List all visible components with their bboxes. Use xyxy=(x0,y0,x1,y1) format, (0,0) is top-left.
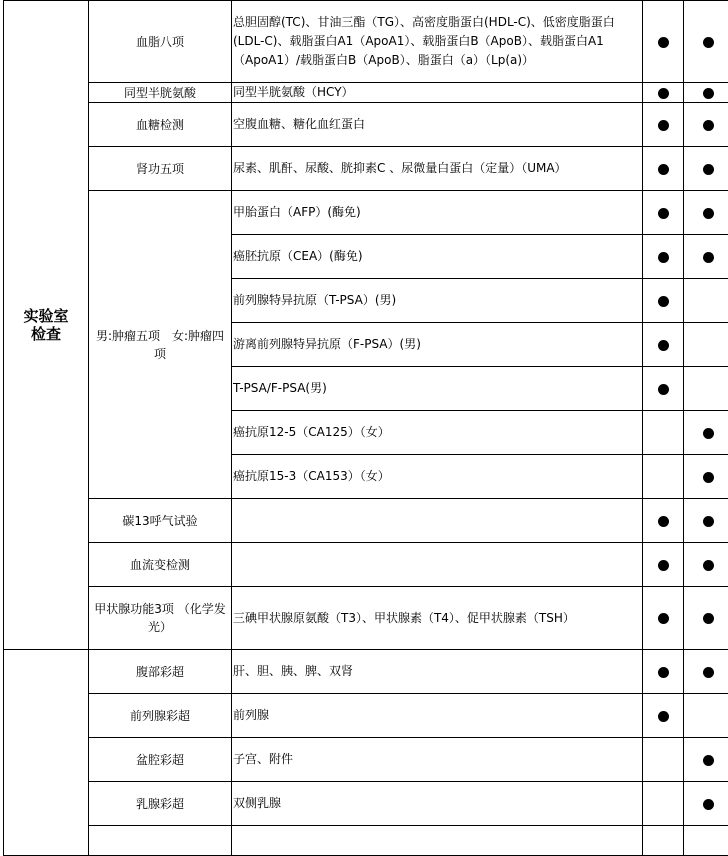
item-description xyxy=(232,826,643,856)
female-cell xyxy=(684,279,728,323)
table-row xyxy=(4,147,728,191)
table-row xyxy=(4,694,728,738)
male-cell xyxy=(643,367,684,411)
item-name: 腹部彩超 xyxy=(89,650,232,694)
female-cell xyxy=(684,235,728,279)
female-cell xyxy=(684,411,728,455)
item-description: 前列腺特异抗原（T-PSA）(男) xyxy=(232,279,643,323)
table-row xyxy=(4,543,728,587)
female-cell xyxy=(684,367,728,411)
item-description: 同型半胱氨酸（HCY） xyxy=(232,83,643,103)
female-cell xyxy=(684,738,728,782)
included-dot-icon xyxy=(658,37,669,48)
included-dot-icon xyxy=(703,799,714,810)
item-name: 血脂八项 xyxy=(89,1,232,83)
item-description: 尿素、肌酐、尿酸、胱抑素C 、尿微量白蛋白（定量）（UMA） xyxy=(232,147,643,191)
item-name: 乳腺彩超 xyxy=(89,782,232,826)
item-description xyxy=(232,499,643,543)
item-name: 盆腔彩超 xyxy=(89,738,232,782)
included-dot-icon xyxy=(703,613,714,624)
included-dot-icon xyxy=(703,667,714,678)
table-row xyxy=(4,499,728,543)
included-dot-icon xyxy=(658,88,669,99)
female-cell xyxy=(684,455,728,499)
male-cell xyxy=(643,323,684,367)
item-description: 总胆固醇(TC)、甘油三酯（TG）、高密度脂蛋白(HDL-C)、低密度脂蛋白(LDL-C)、载脂蛋白A1（ApoA1）、载脂蛋白B（ApoB）、载脂蛋白A1（ApoA1）/载脂蛋白B（ApoB）、脂蛋白（a）（Lp(a)） xyxy=(232,1,643,83)
included-dot-icon xyxy=(703,516,714,527)
female-cell xyxy=(684,650,728,694)
category-cell: 实验室 检查 xyxy=(4,1,89,650)
item-description: 游离前列腺特异抗原（F-PSA）(男) xyxy=(232,323,643,367)
item-name: 甲状腺功能3项 （化学发光） xyxy=(89,587,232,650)
female-cell xyxy=(684,191,728,235)
table-row xyxy=(4,826,728,856)
included-dot-icon xyxy=(658,560,669,571)
item-name: 肾功五项 xyxy=(89,147,232,191)
female-cell xyxy=(684,103,728,147)
included-dot-icon xyxy=(703,208,714,219)
included-dot-icon xyxy=(658,384,669,395)
male-cell xyxy=(643,279,684,323)
item-name: 前列腺彩超 xyxy=(89,694,232,738)
included-dot-icon xyxy=(658,164,669,175)
item-description: 甲胎蛋白（AFP）(酶免) xyxy=(232,191,643,235)
item-description: 子宫、附件 xyxy=(232,738,643,782)
included-dot-icon xyxy=(658,711,669,722)
item-description: 癌抗原12-5（CA125）（女） xyxy=(232,411,643,455)
male-cell xyxy=(643,411,684,455)
item-description: 肝、胆、胰、脾、双肾 xyxy=(232,650,643,694)
exam-items-table xyxy=(3,0,728,856)
female-cell xyxy=(684,83,728,103)
included-dot-icon xyxy=(703,88,714,99)
female-cell xyxy=(684,499,728,543)
male-cell xyxy=(643,455,684,499)
item-name: 男:肿瘤五项 女:肿瘤四项 xyxy=(89,191,232,499)
item-name: 血糖检测 xyxy=(89,103,232,147)
female-cell xyxy=(684,694,728,738)
female-cell xyxy=(684,147,728,191)
male-cell xyxy=(643,191,684,235)
included-dot-icon xyxy=(658,252,669,263)
item-description: 双侧乳腺 xyxy=(232,782,643,826)
female-cell xyxy=(684,782,728,826)
item-name: 血流变检测 xyxy=(89,543,232,587)
included-dot-icon xyxy=(703,755,714,766)
included-dot-icon xyxy=(703,120,714,131)
table-row xyxy=(4,782,728,826)
male-cell xyxy=(643,147,684,191)
included-dot-icon xyxy=(658,613,669,624)
male-cell xyxy=(643,694,684,738)
item-name: 同型半胱氨酸 xyxy=(89,83,232,103)
female-cell xyxy=(684,323,728,367)
female-cell xyxy=(684,587,728,650)
item-description: 三碘甲状腺原氨酸（T3）、甲状腺素（T4）、促甲状腺素（TSH） xyxy=(232,587,643,650)
included-dot-icon xyxy=(658,340,669,351)
included-dot-icon xyxy=(658,667,669,678)
included-dot-icon xyxy=(703,164,714,175)
included-dot-icon xyxy=(658,208,669,219)
male-cell xyxy=(643,650,684,694)
item-name: 碳13呼气试验 xyxy=(89,499,232,543)
included-dot-icon xyxy=(703,472,714,483)
male-cell xyxy=(643,826,684,856)
item-description: T-PSA/F-PSA(男) xyxy=(232,367,643,411)
female-cell xyxy=(684,826,728,856)
male-cell xyxy=(643,103,684,147)
table-row xyxy=(4,650,728,694)
included-dot-icon xyxy=(658,120,669,131)
item-description: 空腹血糖、糖化血红蛋白 xyxy=(232,103,643,147)
male-cell xyxy=(643,782,684,826)
male-cell xyxy=(643,587,684,650)
included-dot-icon xyxy=(658,516,669,527)
table-row xyxy=(4,191,728,235)
item-name xyxy=(89,826,232,856)
category-cell xyxy=(4,650,89,856)
table-row xyxy=(4,587,728,650)
included-dot-icon xyxy=(703,428,714,439)
item-description: 癌抗原15-3（CA153）（女） xyxy=(232,455,643,499)
male-cell xyxy=(643,83,684,103)
male-cell xyxy=(643,499,684,543)
male-cell xyxy=(643,1,684,83)
included-dot-icon xyxy=(703,252,714,263)
male-cell xyxy=(643,543,684,587)
table-row xyxy=(4,1,728,83)
female-cell xyxy=(684,1,728,83)
item-description: 癌胚抗原（CEA）(酶免) xyxy=(232,235,643,279)
included-dot-icon xyxy=(658,296,669,307)
male-cell xyxy=(643,235,684,279)
table-row xyxy=(4,738,728,782)
table-row xyxy=(4,103,728,147)
table-row xyxy=(4,83,728,103)
included-dot-icon xyxy=(703,37,714,48)
item-description xyxy=(232,543,643,587)
item-description: 前列腺 xyxy=(232,694,643,738)
female-cell xyxy=(684,543,728,587)
male-cell xyxy=(643,738,684,782)
included-dot-icon xyxy=(703,560,714,571)
